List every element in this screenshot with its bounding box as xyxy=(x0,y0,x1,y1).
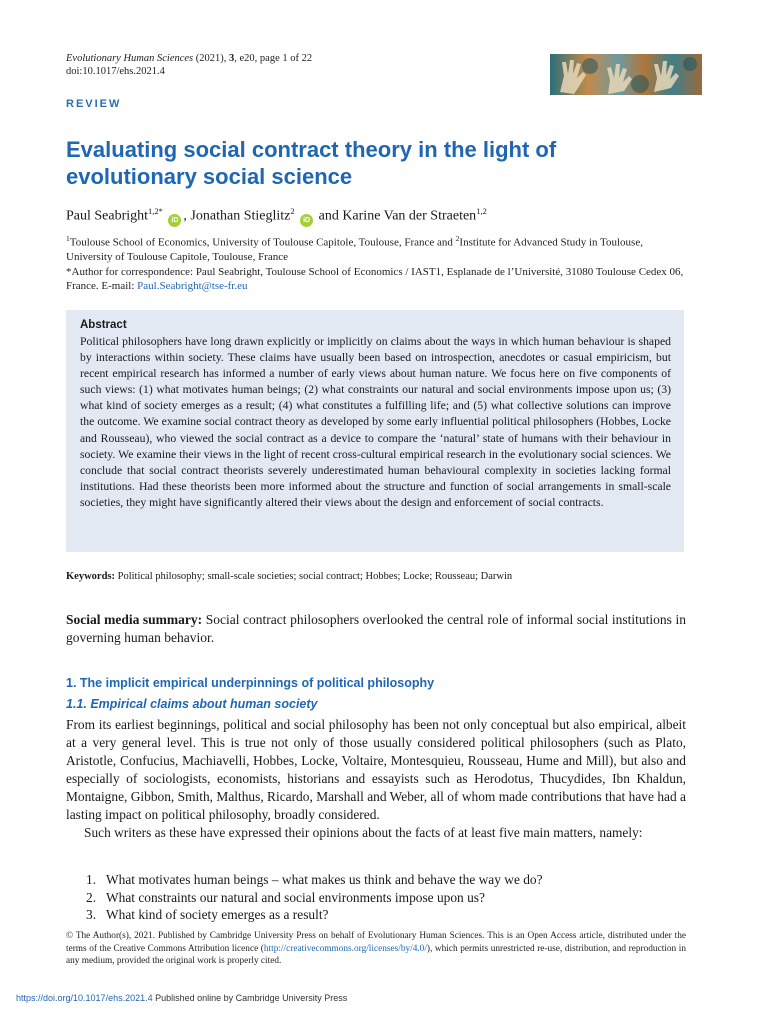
license-link[interactable]: http://creativecommons.org/licenses/by/4.0/ xyxy=(263,943,427,954)
paragraph: Such writers as these have expressed their opinions about the facts of at least five main matters, namely: xyxy=(84,825,643,840)
abstract-box xyxy=(66,310,684,552)
author-name: , Jonathan Stieglitz xyxy=(183,208,291,224)
affiliations xyxy=(66,232,686,294)
summary-label: Social media summary: xyxy=(66,612,203,627)
author-affiliation-marker: 1,2* xyxy=(148,206,163,216)
author-list xyxy=(66,202,487,227)
orcid-icon[interactable]: iD xyxy=(168,214,181,227)
article-type: REVIEW xyxy=(66,98,122,110)
list-number: 3. xyxy=(86,907,97,922)
email-link[interactable]: Paul.Seabright@tse-fr.eu xyxy=(137,280,248,293)
author-name: Paul Seabright xyxy=(66,208,149,224)
journal-citation xyxy=(66,52,312,78)
list-item xyxy=(86,871,543,889)
volume: 3 xyxy=(229,53,235,64)
list-item xyxy=(86,889,543,907)
keywords-label: Keywords: xyxy=(66,571,115,582)
article-page: , e20, page 1 of 22 xyxy=(234,53,313,64)
keywords xyxy=(66,570,686,584)
list-item xyxy=(86,906,543,924)
citation-year: (2021), xyxy=(193,53,230,64)
author-affiliation-marker: 1,2 xyxy=(476,206,487,216)
social-media-summary xyxy=(66,611,686,647)
license-text: ), which permits unrestricted re-use, distribution, and reproduction in any medium, provided the original work is properly cited. xyxy=(66,943,686,966)
list-number: 2. xyxy=(86,889,97,905)
doi-link[interactable]: https://doi.org/10.1017/ehs.2021.4 xyxy=(16,993,153,1003)
article-title: Evaluating social contract theory in the light of evolutionary social science xyxy=(66,137,557,189)
list-text: What kind of society emerges as a result? xyxy=(106,907,329,922)
section-heading: 1. The implicit empirical underpinnings of political philosophy xyxy=(66,676,435,690)
numbered-list xyxy=(86,871,543,924)
license-text: © The Author(s), 2021. Published by Cambridge University Press on behalf of Evolutionary Human Sciences. This is an Open Access article, distributed under the terms of the Creative Commons Attribution licence ( xyxy=(66,931,686,954)
license-notice xyxy=(66,930,686,968)
author-name: and Karine Van der Straeten xyxy=(315,208,477,224)
affiliation-marker: 1 xyxy=(66,234,70,243)
affiliation-text: Toulouse School of Economics, University of Toulouse Capitole, Toulouse, France and xyxy=(69,236,456,249)
abstract-heading: Abstract xyxy=(80,319,127,331)
list-text: What constraints our natural and social environments impose upon us? xyxy=(106,889,485,905)
orcid-icon[interactable]: iD xyxy=(300,214,313,227)
journal-cover-image xyxy=(550,54,702,95)
journal-name: Evolutionary Human Sciences xyxy=(66,53,194,64)
correspondence-marker: * xyxy=(66,265,72,278)
list-text: What motivates human beings – what makes us think and behave the way we do? xyxy=(106,872,543,887)
summary-text: Social contract philosophers overlooked the central role of informal social institutions in governing human behavior. xyxy=(66,612,686,645)
list-number: 1. xyxy=(86,872,97,887)
doi: doi:10.1017/ehs.2021.4 xyxy=(66,66,165,77)
paragraph: From its earliest beginnings, political and social philosophy has been not only conceptual but also empirical, albeit at a very general level. This is true not only of those usually considered political philosophers (such as Plato, Aristotle, Confucius, Machiavelli, Hobbes, Locke, Voltaire, Montesquieu, Rousseau, Hume and Mill), but also and especially of sociologists, economists, historians and essayists such as Herodotus, Thucydides, Ibn Khaldun, Montaigne, Gibbon, Smith, Malthus, Ricardo, Marshall and Weber, all of whom made contributions that have had a lasting impact on political philosophy, broadly considered. xyxy=(66,717,686,822)
affiliation-marker: 2 xyxy=(455,234,460,243)
correspondence-text: Author for correspondence: Paul Seabright, Toulouse School of Economics / IAST1, Esplanade de l’Université, 31080 Toulouse Cedex 06, France. E-mail: xyxy=(66,265,684,293)
body-text xyxy=(66,716,686,842)
author-affiliation-marker: 2 xyxy=(290,206,295,216)
footer-text: Published online by Cambridge University Press xyxy=(152,993,348,1003)
page-footer xyxy=(16,993,347,1003)
keywords-text: Political philosophy; small-scale societies; social contract; Hobbes; Locke; Rousseau; Darwin xyxy=(115,571,513,582)
abstract-text: Political philosophers have long drawn explicitly or implicitly on claims about the ways in which human behaviour is shaped by interactions within society. These claims have usually been based on introspection, anecdotes or casual empiricism, but recent empirical research has informed a number of early views about human nature. We focus here on five components of such views: (1) what motivates human beings; (2) what constraints our natural and social environments impose upon us; (3) what kind of society emerges as a result; (4) what constitutes a fulfilling life; and (5) what collective solutions can improve the outcome. We examine social contract theory as developed by some early influential political philosophers (Hobbes, Locke and Rousseau), who viewed the social contract as a device to compare the ‘natural’ state of humans with their behaviour in society. We examine their views in the light of recent cross-cultural empirical research in the evolutionary social sciences. We conclude that social contract theorists severely underestimated human behavioural complexity in societies lacking formal institutions. Had these theorists been more informed about the structure and function of social arrangements in small-scale societies, they might have significantly altered their views about the design and enforcement of social contracts. xyxy=(80,335,671,509)
subsection-heading: 1.1. Empirical claims about human society xyxy=(66,697,318,711)
affiliation-text: Institute for Advanced Study in Toulouse, University of Toulouse Capitole, Toulouse, France xyxy=(66,236,643,264)
